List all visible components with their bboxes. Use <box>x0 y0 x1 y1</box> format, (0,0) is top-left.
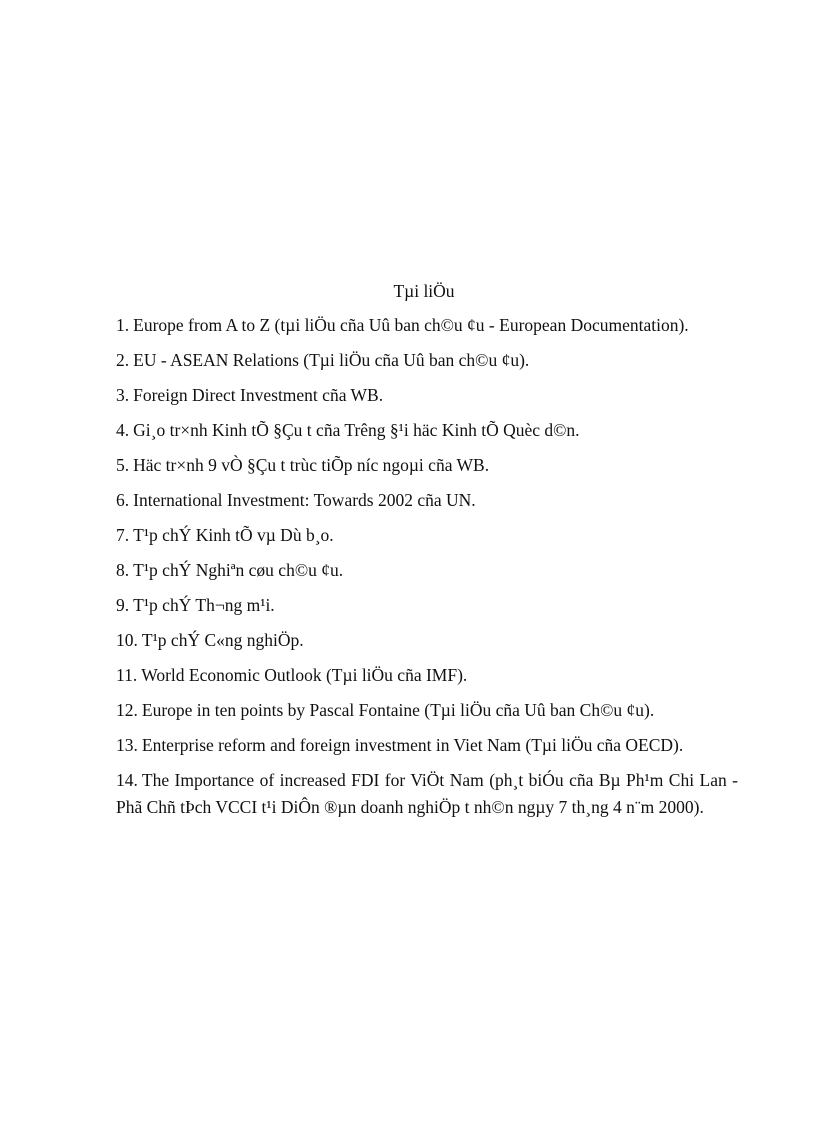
reference-text: T¹p chÝ C«ng nghiÖp. <box>141 630 304 650</box>
reference-item <box>116 312 738 339</box>
reference-item <box>116 522 738 549</box>
reference-item <box>116 487 738 514</box>
reference-item <box>116 592 738 619</box>
reference-text: T¹p chÝ Nghiªn cøu ch©u ¢u. <box>133 560 344 580</box>
reference-number: 2. <box>116 350 130 370</box>
reference-text: Enterprise reform and foreign investment in Viet Nam (Tµi liÖu cña OECD). <box>141 735 684 755</box>
reference-number: 1. <box>116 315 130 335</box>
reference-item <box>116 767 738 821</box>
reference-item <box>116 452 738 479</box>
reference-item <box>116 662 738 689</box>
reference-text: The Importance of increased FDI for ViÖt Nam (ph¸t biÓu cña Bµ Ph¹m Chi Lan - Phã Chñ tÞch VCCI t¹i DiÔn ®µn doanh nghiÖp t nh©n ngµy 7 th¸ng 4 n¨m 2000). <box>116 770 738 817</box>
reference-item <box>116 697 738 724</box>
reference-text: Häc tr×nh 9 vÒ §Çu t trùc tiÕp níc ngoµi cña WB. <box>133 455 490 475</box>
reference-text: T¹p chÝ Kinh tÕ vµ Dù b¸o. <box>133 525 334 545</box>
reference-text: T¹p chÝ Th¬ng m¹i. <box>133 595 275 615</box>
reference-item <box>116 382 738 409</box>
reference-number: 9. <box>116 595 130 615</box>
reference-text: Europe in ten points by Pascal Fontaine (Tµi liÖu cña Uû ban Ch©u ¢u). <box>141 700 655 720</box>
reference-number: 7. <box>116 525 130 545</box>
reference-item <box>116 627 738 654</box>
reference-item <box>116 732 738 759</box>
reference-number: 5. <box>116 455 130 475</box>
reference-number: 12. <box>116 700 138 720</box>
reference-item <box>116 417 738 444</box>
reference-item <box>116 557 738 584</box>
reference-text: Europe from A to Z (tµi liÖu cña Uû ban ch©u ¢u - European Documentation). <box>133 315 689 335</box>
reference-number: 6. <box>116 490 130 510</box>
reference-number: 8. <box>116 560 130 580</box>
reference-text: International Investment: Towards 2002 cña UN. <box>133 490 476 510</box>
reference-text: Foreign Direct Investment cña WB. <box>133 385 384 405</box>
page-title: Tµi liÖu <box>393 281 455 301</box>
reference-text: EU - ASEAN Relations (Tµi liÖu cña Uû ban ch©u ¢u). <box>133 350 530 370</box>
reference-text: World Economic Outlook (Tµi liÖu cña IMF). <box>141 665 468 685</box>
reference-item <box>116 347 738 374</box>
reference-number: 10. <box>116 630 138 650</box>
reference-number: 3. <box>116 385 130 405</box>
reference-text: Gi¸o tr×nh Kinh tÕ §Çu t cña Trêng §¹i häc Kinh tÕ Quèc d©n. <box>133 420 580 440</box>
reference-number: 13. <box>116 735 138 755</box>
reference-number: 14. <box>116 770 138 790</box>
reference-number: 4. <box>116 420 130 440</box>
reference-list <box>116 312 738 829</box>
reference-number: 11. <box>116 665 138 685</box>
